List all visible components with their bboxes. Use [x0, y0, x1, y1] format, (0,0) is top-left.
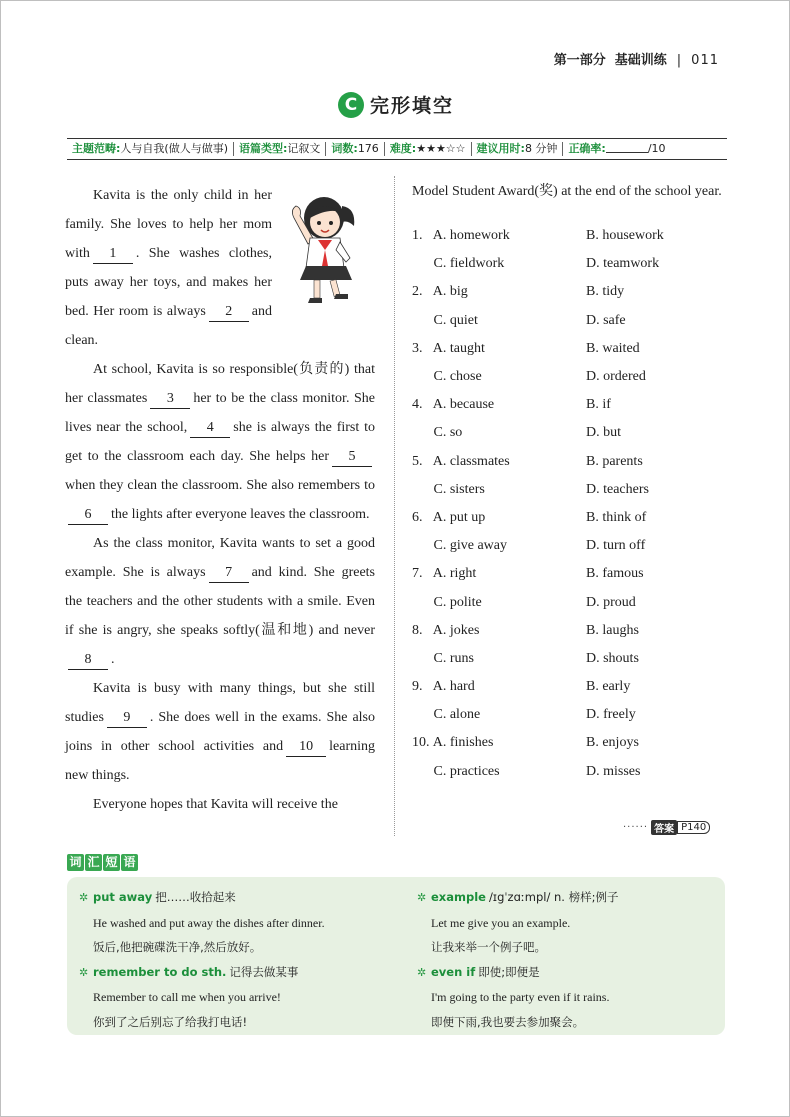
info-theme: 主题范畴:人与自我(做人与做事) — [67, 142, 234, 156]
option-a[interactable]: 6. A. put up — [412, 509, 486, 525]
question-row — [412, 701, 722, 729]
option-b[interactable]: B. parents — [586, 453, 643, 469]
option-d[interactable]: D. teamwork — [586, 256, 660, 272]
blank-8[interactable]: 8 — [68, 651, 108, 670]
option-c[interactable]: C. quiet — [433, 312, 478, 328]
option-c[interactable]: C. chose — [433, 369, 482, 385]
option-d[interactable]: D. freely — [586, 707, 636, 723]
question-number: 7. — [412, 566, 423, 582]
passage-left — [65, 181, 375, 819]
info-accuracy: 正确率: /10 — [568, 142, 666, 155]
option-b[interactable]: B. famous — [586, 566, 644, 582]
question-row — [412, 532, 722, 560]
question-number: 3. — [412, 340, 423, 356]
vocab-example-en: I'm going to the party even if it rains. — [431, 990, 610, 1004]
question-number: 8. — [412, 622, 423, 638]
blank-3[interactable]: 3 — [150, 390, 190, 409]
passage-paragraph-1: Kavita is the only child in her family. She loves to help her mom with 1 . She washes clothes, puts away her toys, and makes her bed. Her room is always 2 and clean. — [65, 188, 272, 348]
passage-paragraph-2: At school, Kavita is so responsible(负责的) that her classmates 3 her to be the class monitor. She lives near the school, 4 she is always the first to get to the classroom each day. She helps her 5when they clean the classroom. She also remembers to6 the lights after everyone leaves the classroom. — [65, 355, 375, 529]
option-a[interactable]: 5. A. classmates — [412, 453, 510, 469]
question-row — [412, 560, 722, 588]
vocab-example-en: He washed and put away the dishes after dinner. — [93, 915, 325, 930]
blank-5[interactable]: 5 — [332, 448, 372, 467]
vocab-entry: ✲ put away 把……收拾起来 — [79, 885, 409, 911]
passage-continuation: Model Student Award(奖) at the end of the school year. — [412, 184, 722, 199]
option-b[interactable]: B. waited — [586, 340, 640, 356]
header-separator: | — [676, 53, 682, 68]
blank-1[interactable]: 1 — [93, 245, 133, 264]
vocab-column-right — [417, 885, 717, 1034]
info-genre: 语篇类型:记叙文 — [234, 142, 326, 156]
vocab-title — [67, 854, 139, 871]
cloze-c-icon: C — [338, 92, 364, 118]
option-a[interactable]: 2. A. big — [412, 284, 468, 300]
vocab-example-cn: 饭后,他把碗碟洗干净,然后放好。 — [93, 940, 262, 954]
option-b[interactable]: B. if — [586, 397, 611, 413]
star-icon: ✲ — [417, 892, 427, 904]
blank-4[interactable]: 4 — [190, 419, 230, 438]
vocab-box — [67, 877, 725, 1035]
option-c[interactable]: C. give away — [433, 538, 507, 554]
question-row — [412, 419, 722, 447]
option-b[interactable]: B. think of — [586, 509, 647, 525]
option-a[interactable]: 8. A. jokes — [412, 622, 480, 638]
answer-label: 答案 — [651, 820, 677, 835]
star-icon: ✲ — [79, 966, 89, 979]
blank-7[interactable]: 7 — [209, 564, 249, 583]
question-number: 6. — [412, 509, 423, 525]
info-bar — [67, 138, 727, 160]
option-c[interactable]: C. practices — [433, 763, 500, 779]
answer-page: P140 — [677, 821, 710, 834]
question-row — [412, 758, 722, 786]
vocab-entry: ✲ even if 即使;即便是 — [417, 960, 717, 986]
option-a[interactable]: 9. A. hard — [412, 679, 475, 695]
passage-paragraph-5: Everyone hopes that Kavita will receive the — [93, 797, 338, 812]
answer-dots: ······ — [623, 822, 649, 833]
option-b[interactable]: B. tidy — [586, 284, 625, 300]
title-text: 完形填空 — [369, 95, 454, 117]
option-a[interactable]: 7. A. right — [412, 566, 477, 582]
option-a[interactable]: 1. A. homework — [412, 228, 510, 244]
header-section: 第一部分 — [553, 53, 606, 68]
option-c[interactable]: C. polite — [433, 594, 482, 610]
question-row — [412, 250, 722, 278]
option-b[interactable]: B. laughs — [586, 622, 639, 638]
option-d[interactable]: D. turn off — [586, 538, 646, 554]
vocab-example-cn: 即便下雨,我也要去参加聚会。 — [431, 1014, 585, 1029]
question-row — [412, 504, 722, 532]
page-number: 011 — [691, 53, 719, 68]
question-number: 4. — [412, 397, 423, 413]
passage-paragraph-4: Kavita is busy with many things, but she still studies 9 . She does well in the exams. She also joins in other school activities and 10 learning new things. — [65, 681, 375, 783]
star-icon: ✲ — [417, 966, 427, 979]
option-b[interactable]: B. enjoys — [586, 735, 639, 751]
vocab-title-char: 词 — [67, 854, 84, 871]
option-d[interactable]: D. misses — [586, 763, 641, 779]
vocab-title-char: 短 — [103, 854, 120, 871]
question-number: 2. — [412, 284, 423, 300]
option-b[interactable]: B. housework — [586, 228, 664, 244]
header-subsection: 基础训练 — [614, 53, 667, 68]
vocab-column-left — [79, 885, 409, 1034]
option-d[interactable]: D. shouts — [586, 650, 639, 666]
question-number: 1. — [412, 228, 423, 244]
question-row — [412, 363, 722, 391]
question-number: 5. — [412, 453, 423, 469]
option-d[interactable]: D. proud — [586, 594, 636, 610]
info-time: 建议用时:8 分钟 — [472, 142, 564, 156]
option-c[interactable]: C. so — [433, 425, 463, 441]
question-options — [412, 222, 722, 786]
option-b[interactable]: B. early — [586, 679, 631, 695]
blank-9[interactable]: 9 — [107, 709, 147, 728]
question-row — [412, 729, 722, 757]
question-row — [412, 307, 722, 335]
question-row — [412, 645, 722, 673]
question-number: 9. — [412, 679, 423, 695]
vocab-example-cn: 让我来举一个例子吧。 — [431, 940, 546, 954]
option-a[interactable]: 3. A. taught — [412, 340, 485, 356]
answer-reference[interactable] — [623, 820, 710, 835]
info-word-count: 词数:176 — [326, 142, 384, 156]
accuracy-blank — [606, 143, 648, 153]
option-d[interactable]: D. but — [586, 425, 621, 441]
star-icon: ✲ — [79, 892, 89, 904]
option-c[interactable]: C. fieldwork — [433, 256, 505, 272]
question-row — [412, 476, 722, 504]
option-c[interactable]: C. runs — [433, 650, 474, 666]
question-row — [412, 278, 722, 306]
option-c[interactable]: C. alone — [433, 707, 481, 723]
vocab-title-char: 汇 — [85, 854, 102, 871]
vocab-title-char: 语 — [121, 854, 138, 871]
question-row — [412, 673, 722, 701]
option-c[interactable]: C. sisters — [433, 481, 485, 497]
exercise-title — [1, 91, 790, 118]
page-header — [554, 49, 719, 68]
option-d[interactable]: D. teachers — [586, 481, 649, 497]
info-difficulty: 难度:★★★☆☆ — [385, 142, 472, 156]
blank-10[interactable]: 10 — [286, 738, 326, 757]
question-row — [412, 617, 722, 645]
question-number: 10. — [412, 735, 430, 751]
passage-right — [412, 177, 722, 786]
question-row — [412, 391, 722, 419]
question-row — [412, 448, 722, 476]
vocab-entry: ✲ remember to do sth. 记得去做某事 — [79, 960, 409, 986]
column-divider — [394, 176, 395, 836]
blank-2[interactable]: 2 — [209, 303, 249, 322]
question-row — [412, 588, 722, 616]
vocab-entry: ✲ example /ɪgˈzɑːmpl/ n. 榜样;例子 — [417, 885, 717, 911]
option-d[interactable]: D. ordered — [586, 369, 646, 385]
vocab-example-en: Let me give you an example. — [431, 915, 571, 930]
passage-paragraph-3: As the class monitor, Kavita wants to set a good example. She is always 7 and kind. She greets the teachers and the other students with a smile. Even if she is angry, she speaks softly(温和地) and never8 . — [65, 529, 375, 674]
blank-6[interactable]: 6 — [68, 506, 108, 525]
vocab-example-en: Remember to call me when you arrive! — [93, 990, 281, 1004]
question-row — [412, 222, 722, 250]
option-a[interactable]: 4. A. because — [412, 397, 495, 413]
option-d[interactable]: D. safe — [586, 312, 626, 328]
difficulty-stars: ★★★☆☆ — [416, 142, 466, 155]
vocab-example-cn: 你到了之后别忘了给我打电话! — [93, 1014, 248, 1029]
question-row — [412, 335, 722, 363]
option-a[interactable]: 10. A. finishes — [412, 735, 494, 751]
